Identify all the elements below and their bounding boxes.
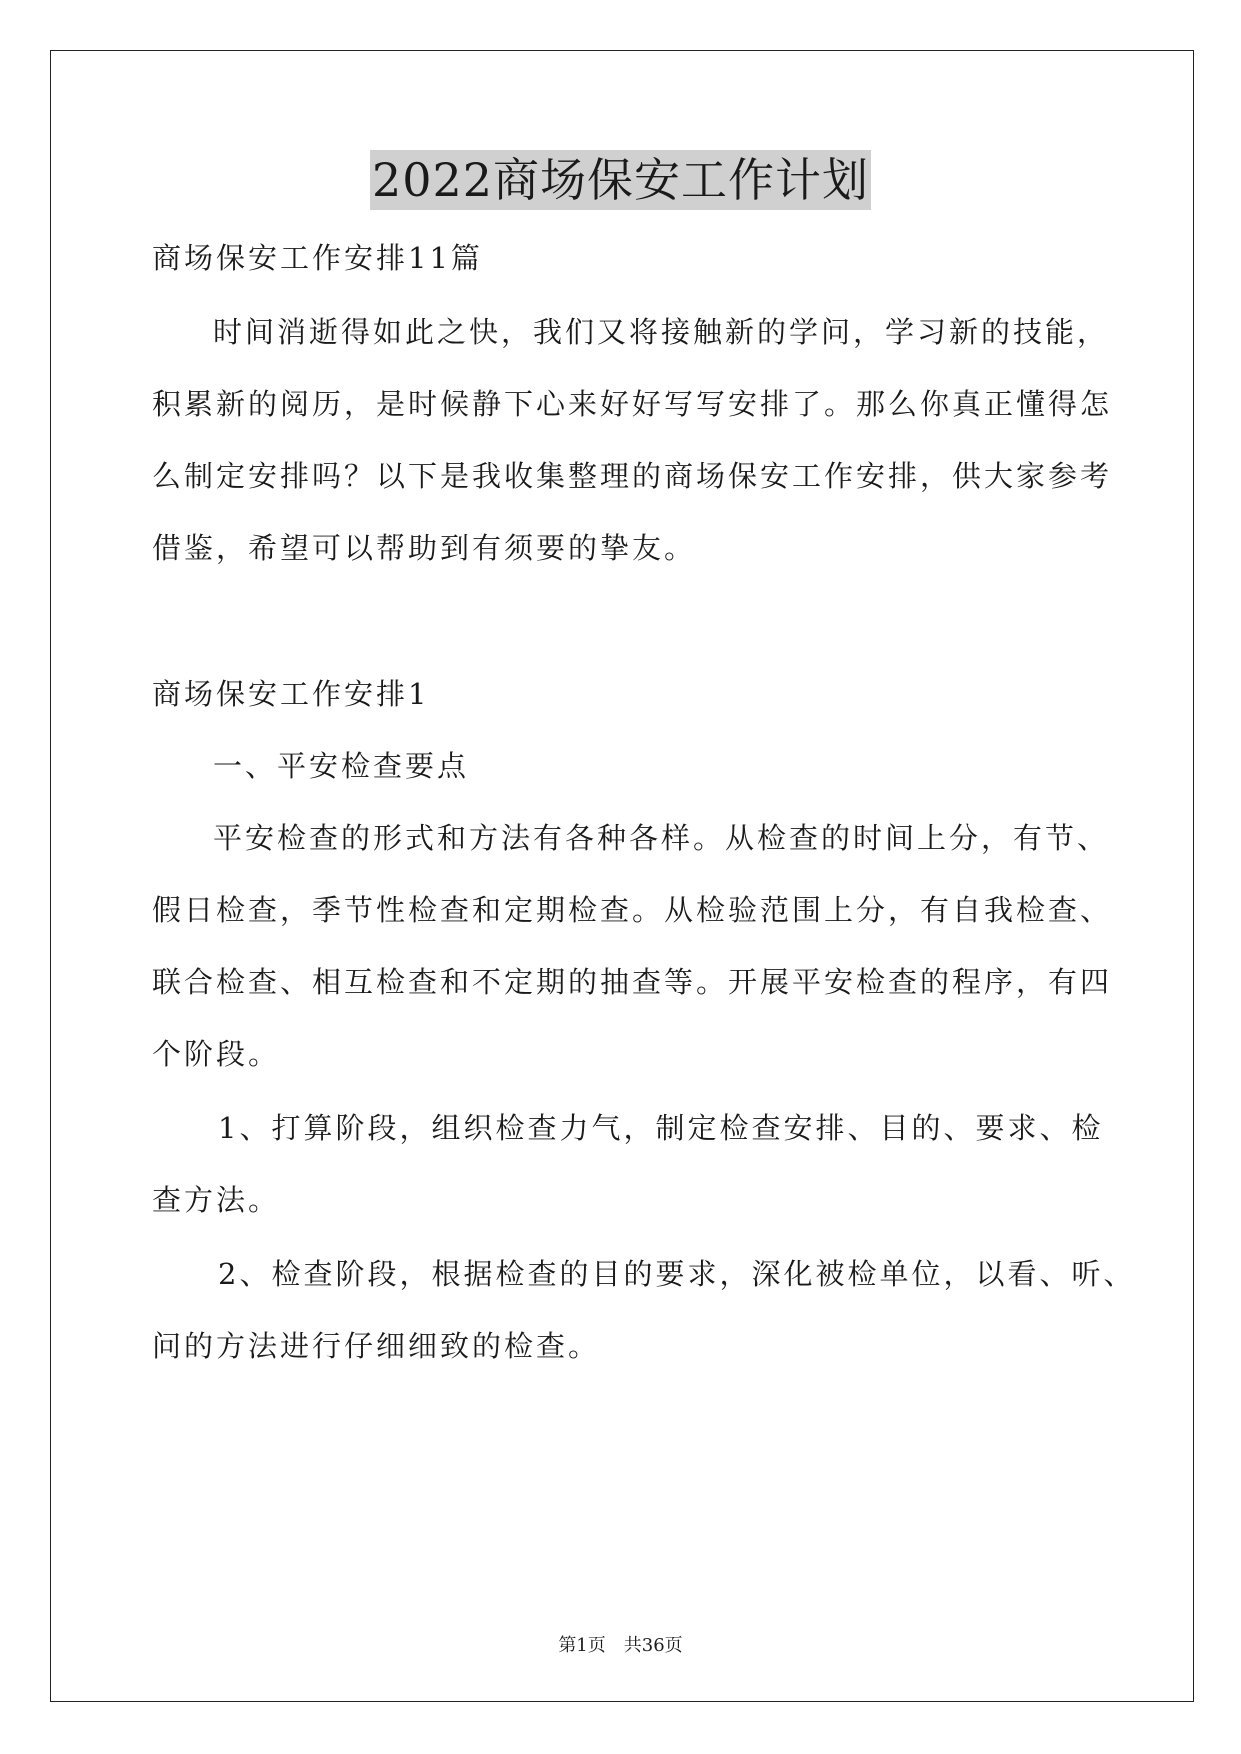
page-border: [50, 50, 1194, 1702]
point-heading: 一、平安检查要点: [213, 749, 470, 783]
list-item-line: 2、检查阶段，根据检查的目的要求，深化被检单位，以看、听、: [218, 1257, 1136, 1291]
list-item-line: 查方法。: [152, 1183, 281, 1217]
intro-line: 时间消逝得如此之快，我们又将接触新的学问，学习新的技能，: [213, 315, 1110, 349]
document-subtitle: 商场保安工作安排11篇: [152, 241, 483, 275]
list-item-line: 问的方法进行仔细细致的检查。: [152, 1329, 601, 1363]
paragraph-line: 假日检查，季节性检查和定期检查。从检验范围上分，有自我检查、: [152, 893, 1113, 927]
intro-line: 么制定安排吗？以下是我收集整理的商场保安工作安排，供大家参考: [152, 459, 1113, 493]
section-heading: 商场保安工作安排1: [152, 677, 430, 711]
document-title: 2022商场保安工作计划: [370, 150, 871, 210]
title-wrap: [0, 150, 1241, 210]
intro-line: 借鉴，希望可以帮助到有须要的挚友。: [152, 531, 697, 565]
paragraph-line: 个阶段。: [152, 1037, 281, 1071]
paragraph-line: 平安检查的形式和方法有各种各样。从检查的时间上分，有节、: [213, 821, 1110, 855]
page-number: 第1页 共36页: [558, 1635, 683, 1656]
list-item-line: 1、打算阶段，组织检查力气，制定检查安排、目的、要求、检: [218, 1111, 1104, 1145]
paragraph-line: 联合检查、相互检查和不定期的抽查等。开展平安检查的程序，有四: [152, 965, 1113, 999]
intro-line: 积累新的阅历，是时候静下心来好好写写安排了。那么你真正懂得怎: [152, 387, 1113, 421]
